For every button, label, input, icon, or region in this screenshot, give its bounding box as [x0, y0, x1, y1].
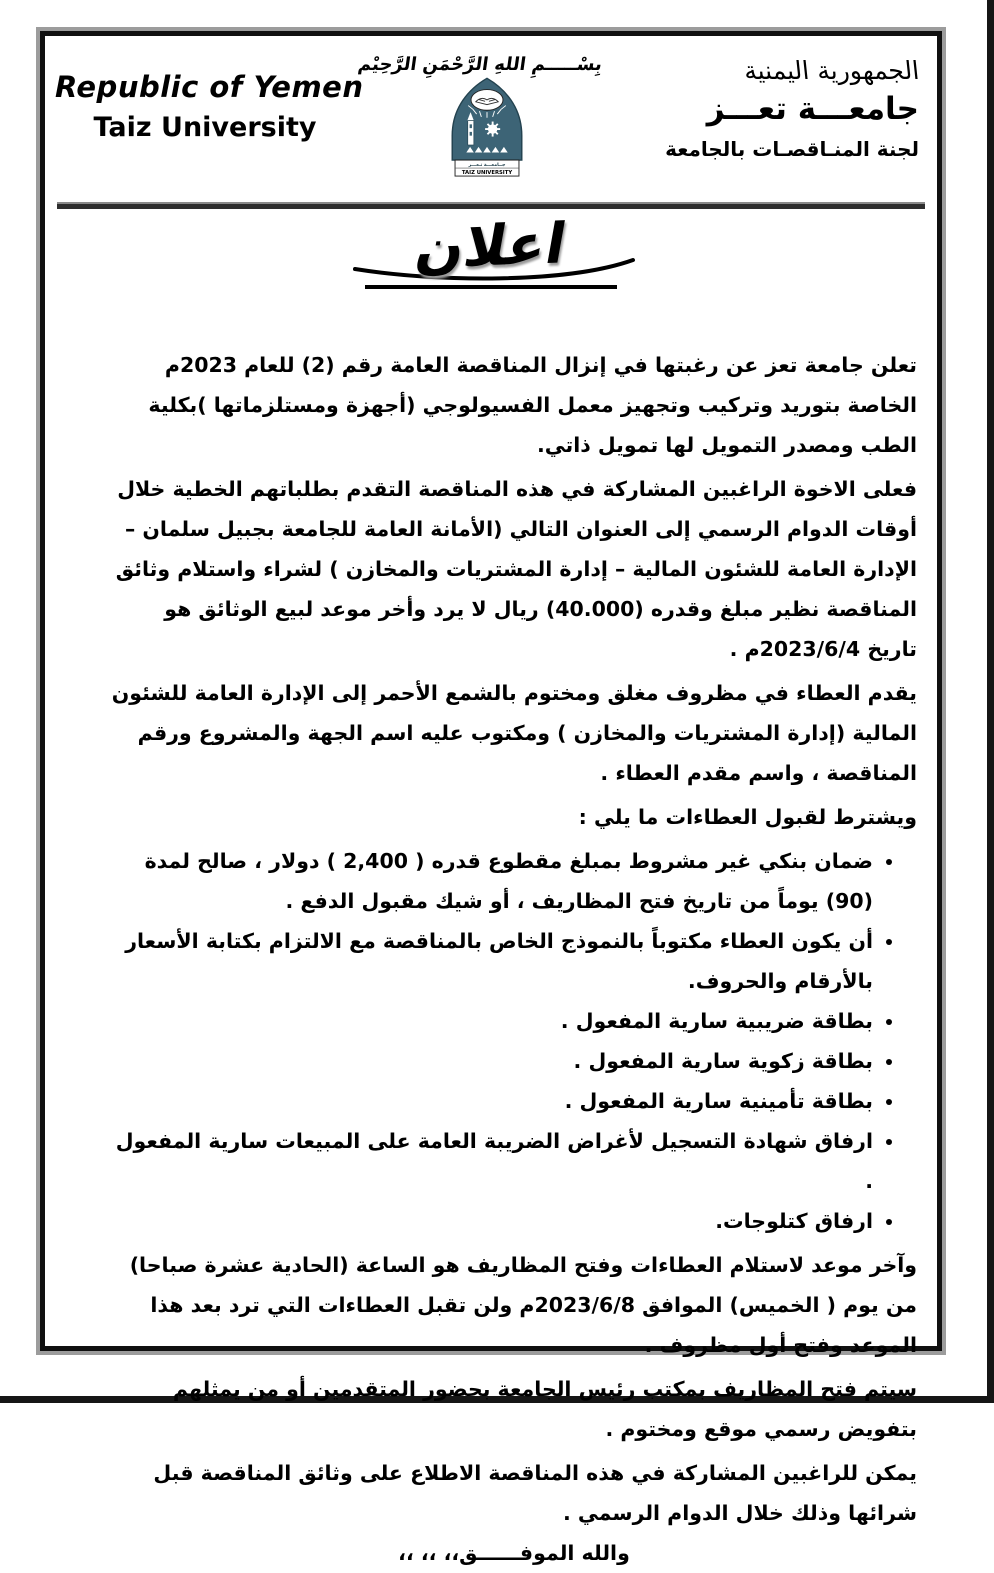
- country-name-en: Republic of Yemen: [55, 70, 364, 104]
- paragraph-submission-address: فعلى الاخوة الراغبين المشاركة في هذه المناقصة التقدم بطلباتهم الخطية خلال أوقات الدوام الرسمي إلى العنوان التالي (الأمانة العامة للجامعة بجبيل سلمان – الإدارة العامة للشئون المالية – إدارة المشتريات والمخازن ) لشراء واستلام وثائق المناقصة نظير مبلغ وقدره (40.000) ريال لا يرد وأخر موعد لبيع الوثائق هو تاريخ 2023/6/4م .: [115, 477, 917, 661]
- tenders-committee-label: لجنة المنـاقصـات بالجامعة: [665, 137, 919, 161]
- closing-phrase: والله الموفــــــق،، ،، ،،: [398, 1541, 630, 1565]
- letterhead: [55, 50, 927, 200]
- scan-edge-right: [987, 0, 994, 1403]
- document-frame: [40, 31, 942, 1565]
- university-logo-icon: [440, 77, 534, 183]
- bismillah-calligraphy: بِسْـــــمِ اللهِ الرَّحْمَنِ الرَّحِيْم: [356, 54, 604, 75]
- paragraph-sealed-envelope: يقدم العطاء في مظروف مغلق ومختوم بالشمع الأحمر إلى الإدارة العامة للشئون المالية (إدارة المشتريات والمخازن ) ومكتوب عليه اسم الجهة والمشروع ورقم المناقصة ، واسم مقدم العطاء .: [111, 681, 917, 785]
- title-underline: [365, 285, 617, 289]
- announcement-title: اعلان: [410, 211, 572, 282]
- requirement-catalogs: • ارفاق كتلوجات.: [111, 1201, 873, 1241]
- logo-banner: [455, 160, 519, 176]
- header-divider-rule: [57, 202, 925, 209]
- document-inner: [45, 36, 937, 1565]
- requirement-sales-tax-certificate: • ارفاق شهادة التسجيل لأغراض الضريبة العامة على المبيعات سارية المفعول .: [111, 1121, 873, 1201]
- announcement-title-block: [55, 211, 927, 321]
- letterhead-arabic: [619, 50, 927, 200]
- letterhead-english: [55, 50, 364, 200]
- paragraph-opening-location: سيتم فتح المظاريف بمكتب رئيس الجامعة بحضور المتقدمين أو من يمثلهم بتفويض رسمي موقع ومختوم .: [172, 1377, 917, 1441]
- requirement-bank-guarantee: • ضمان بنكي غير مشروط بمبلغ مقطوع قدره ( 2,400 ) دولار ، صالح لمدة (90) يوماً من تاريخ فتح المظاريف ، أو شيك مقبول الدفع .: [111, 841, 873, 921]
- announcement-body: [55, 321, 927, 1573]
- logo-banner-arabic: جــامعـــة تـعـــز: [468, 163, 506, 169]
- requirement-insurance-card: • بطاقة تأمينية سارية المفعول .: [111, 1081, 873, 1121]
- country-name-ar: الجمهورية اليمنية: [742, 56, 921, 85]
- university-name-ar: جامعـــة تعـــز: [706, 91, 919, 127]
- university-name-en: Taiz University: [93, 112, 317, 143]
- requirement-tax-card: • بطاقة ضريبية سارية المفعول .: [111, 1001, 873, 1041]
- requirement-zakat-card: • بطاقة زكوية سارية المفعول .: [111, 1041, 873, 1081]
- paragraph-conditions-intro: ويشترط لقبول العطاءات ما يلي :: [578, 805, 917, 829]
- paragraph-deadline: وآخر موعد لاستلام العطاءات وفتح المظاريف هو الساعة (الحادية عشرة صباحا) من يوم ( الخميس) الموافق 2023/6/8م ولن تقبل العطاءات التي ترد بعد هذا الموعد وفتح أول مظروف .: [129, 1253, 917, 1357]
- letterhead-center: [356, 50, 604, 200]
- logo-banner-english: TAIZ UNIVERSITY: [461, 169, 513, 176]
- requirements-list: [111, 841, 917, 1241]
- paragraph-document-review: يمكن للراغبين المشاركة في هذه المناقصة الاطلاع على وثائق المناقصة قبل شرائها وذلك خلال الدوام الرسمي .: [153, 1461, 917, 1525]
- requirement-official-form: • أن يكون العطاء مكتوباً بالنموذج الخاص بالمناقصة مع الالتزام بكتابة الأسعار بالأرقام والحروف.: [111, 921, 873, 1001]
- paragraph-tender-subject: تعلن جامعة تعز عن رغبتها في إنزال المناقصة العامة رقم (2) للعام 2023م الخاصة بتوريد وتركيب وتجهيز معمل الفسيولوجي (أجهزة ومستلزماتها )بكلية الطب ومصدر التمويل لها تمويل ذاتي.: [148, 353, 917, 457]
